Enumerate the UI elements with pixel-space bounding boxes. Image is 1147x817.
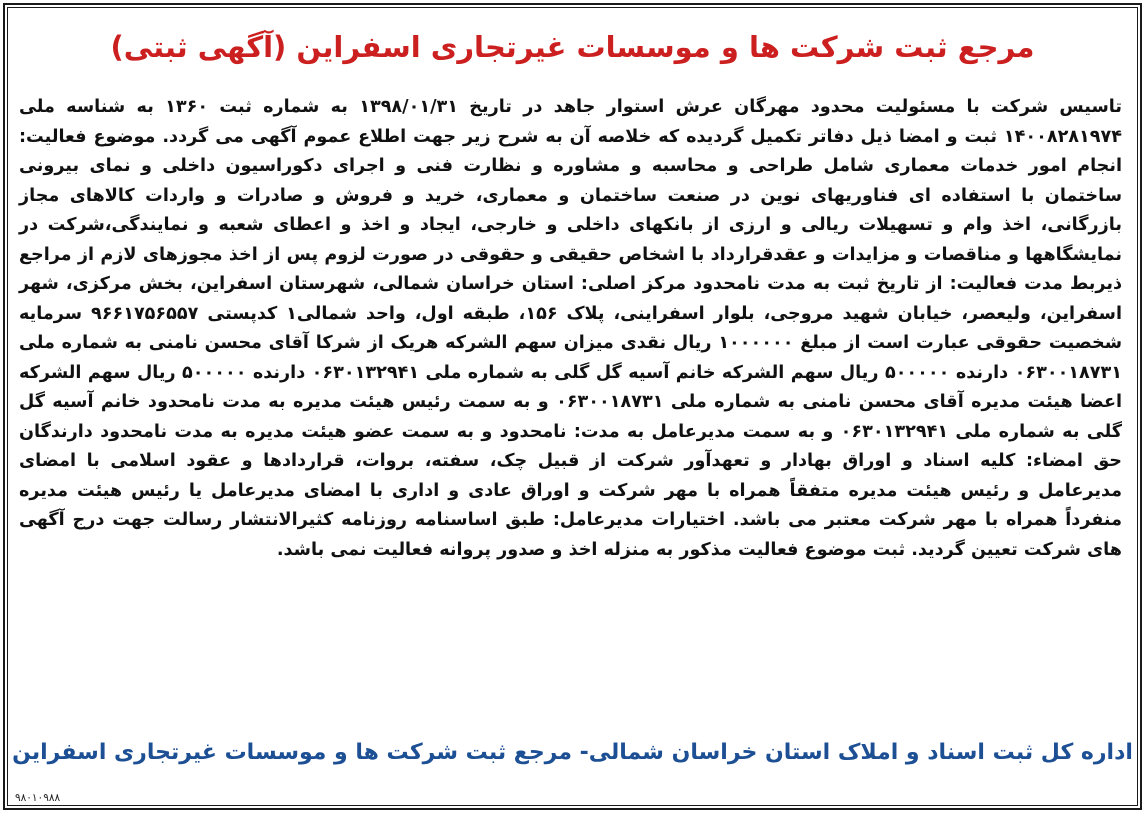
notice-frame xyxy=(3,3,1142,810)
notice-body-text: تاسیس شرکت با مسئولیت محدود مهرگان عرش استوار جاهد در تاریخ ۱۳۹۸/۰۱/۳۱ به شماره ثبت ۱۳۶۰ به شناسه ملی ۱۴۰۰۸۲۸۱۹۷۴ ثبت و امضا ذیل دفاتر تکمیل گردیده که خلاصه آن به شرح زیر جهت اطلاع عموم آگهی می گردد. موضوع فعالیت: انجام امور خدمات معماری شامل طراحی و محاسبه و مشاوره و نظارت فنی و اجرای دکوراسیون داخلی و نمای بیرونی ساختمان با استفاده ای فناوریهای نوین در صنعت ساختمان و معماری، خرید و فروش و صادرات و واردات کالاهای مجاز بازرگانی، اخذ وام و تسهیلات ریالی و ارزی از بانکهای داخلی و خارجی، ایجاد و اخذ و اعطای شعبه و نمایندگی،شرکت در نمایشگاهها و مناقصات و مزایدات و عقدقرارداد با اشخاص حقیقی و حقوقی در صورت لزوم پس از اخذ مجوزهای لازم از مراجع ذیربط مدت فعالیت: از تاریخ ثبت به مدت نامحدود مرکز اصلی: استان خراسان شمالی، شهرستان اسفراین، بخش مرکزی، شهر اسفراین، ولیعصر، خیابان شهید مروجی، بلوار اسفراینی، پلاک ۱۵۶، طبقه اول، واحد شمالی۱ کدپستی ۹۶۶۱۷۵۶۵۵۷ سرمایه شخصیت حقوقی عبارت است از مبلغ ۱۰۰۰۰۰۰ ریال نقدی میزان سهم الشرکه هریک از شرکا آقای محسن نامنی به شماره ملی ۰۶۳۰۰۱۸۷۳۱ دارنده ۵۰۰۰۰۰ ریال سهم الشرکه خانم آسیه گل گلی به شماره ملی ۰۶۳۰۱۳۲۹۴۱ دارنده ۵۰۰۰۰۰ ریال سهم الشرکه اعضا هیئت مدیره آقای محسن نامنی به شماره ملی ۰۶۳۰۰۱۸۷۳۱ و به سمت رئیس هیئت مدیره به مدت نامحدود خانم آسیه گل گلی به شماره ملی ۰۶۳۰۱۳۲۹۴۱ و به سمت مدیرعامل به مدت: نامحدود و به سمت عضو هیئت مدیره به مدت نامحدود دارندگان حق امضاء: کلیه اسناد و اوراق بهادار و تعهدآور شرکت از قبیل چک، سفته، بروات، قراردادها و عقود اسلامی با امضای مدیرعامل و رئیس هیئت مدیره متفقاً همراه با مهر شرکت و اوراق عادی و اداری با امضای مدیرعامل یا رئیس هیئت مدیره منفرداً همراه با مهر شرکت معتبر می باشد. اختیارات مدیرعامل: طبق اساسنامه روزنامه کثیرالانتشار رسالت جهت درج آگهی های شرکت تعیین گردید. ثبت موضوع فعالیت مذکور به منزله اخذ و صدور پروانه فعالیت نمی باشد. xyxy=(19,97,1123,560)
notice-title: مرجع ثبت شرکت ها و موسسات غیرتجاری اسفراین (آگهی ثبتی) xyxy=(110,30,1035,64)
notice-footer-issuer: اداره کل ثبت اسناد و املاک استان خراسان شمالی- مرجع ثبت شرکت ها و موسسات غیرتجاری اسفراین xyxy=(12,740,1133,765)
notice-reference-code: ۹۸۰۱۰۹۸۸ xyxy=(15,792,61,804)
